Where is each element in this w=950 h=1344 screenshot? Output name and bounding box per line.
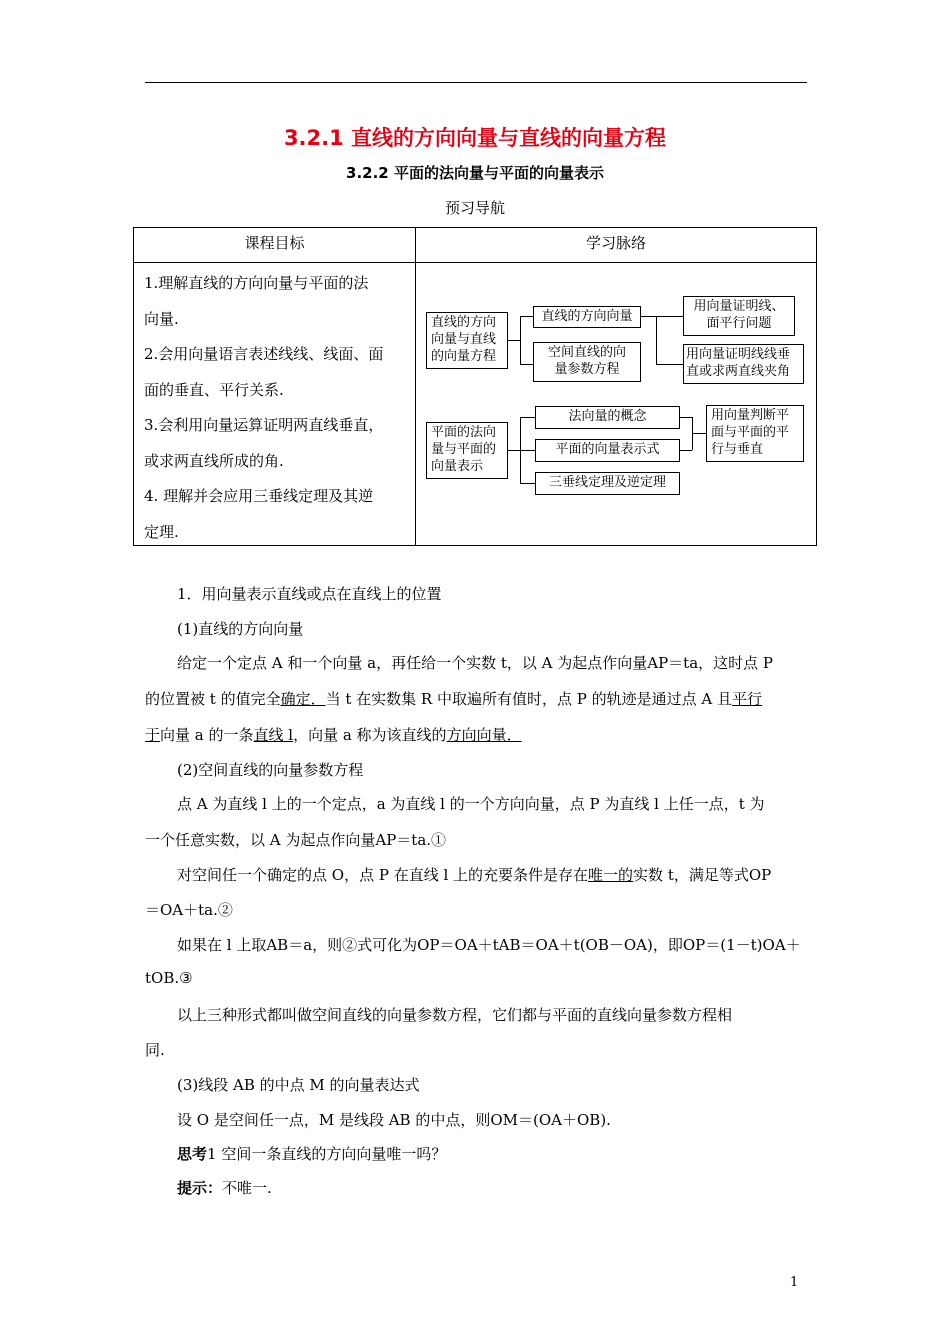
page-title: 3.2.1 直线的方向向量与直线的向量方程 — [283, 126, 667, 150]
header-course-goals: 课程目标 — [244, 234, 305, 252]
heading-1: 1．用向量表示直线或点在直线上的位置 — [177, 585, 442, 603]
paragraph-line: 以上三种形式都叫做空间直线的向量参数方程，它们都与平面的直线向量参数方程相 — [177, 1006, 733, 1024]
think-question: 思考1 空间一条直线的方向向量唯一吗？ — [177, 1145, 447, 1163]
table-column-divider — [415, 228, 416, 545]
goal-line: 或求两直线所成的角. — [144, 451, 284, 470]
diagram-node-three-perpendiculars: 三垂线定理及逆定理 — [535, 472, 680, 495]
paragraph-line: tOB.③ — [145, 969, 193, 987]
heading-1-3: (3)线段 AB 的中点 M 的向量表达式 — [177, 1076, 420, 1094]
paragraph-line: 的位置被 t 的值完全确定．当 t 在实数集 R 中取遍所有值时，点 P 的轨迹是通过点 A 且平行 — [145, 690, 763, 708]
diagram-node-prove-perpendicular: 用向量证明线线垂 直或求两直线夹角 — [683, 344, 804, 384]
paragraph-line: 给定一个定点 A 和一个向量 a，再任给一个实数 t，以 A 为起点作向量AP＝ta，这时点 P — [177, 654, 774, 672]
page-number: 1 — [790, 1275, 799, 1290]
course-goals-list — [144, 266, 410, 550]
section-heading: 预习导航 — [444, 199, 505, 217]
diagram-root-plane-vector: 平面的法向 量与平面的 向量表示 — [426, 422, 508, 479]
page-subtitle: 3.2.2 平面的法向量与平面的向量表示 — [346, 164, 604, 182]
hint-answer: 提示：不唯一. — [177, 1179, 272, 1197]
goal-line: 4. 理解并会应用三垂线定理及其逆 — [144, 487, 374, 505]
heading-1-2: (2)空间直线的向量参数方程 — [177, 761, 364, 779]
goal-line: 2.会用向量语言表述线线、线面、面 — [144, 345, 384, 363]
goal-line: 面的垂直、平行关系. — [144, 380, 284, 399]
paragraph-line: ＝OA＋ta.② — [145, 901, 233, 919]
paragraph-line: 对空间任一个确定的点 O，点 P 在直线 l 上的充要条件是存在唯一的实数 t，满足等式OP — [177, 866, 772, 884]
paragraph-line: 设 O 是空间任一点，M 是线段 AB 的中点，则OM＝(OA＋OB). — [177, 1111, 611, 1129]
paragraph-line: 同. — [145, 1041, 165, 1059]
header-rule — [145, 82, 807, 83]
heading-1-1: (1)直线的方向向量 — [177, 620, 304, 638]
header-learning-context: 学习脉络 — [585, 234, 646, 252]
goal-line: 定理. — [144, 522, 179, 541]
table-row-divider — [134, 262, 816, 263]
diagram-node-prove-parallel: 用向量证明线、 面平行问题 — [683, 296, 795, 336]
diagram-root-line-vector: 直线的方向 向量与直线 的向量方程 — [426, 312, 508, 369]
diagram-node-direction-vector: 直线的方向向量 — [533, 306, 641, 328]
paragraph-line: 于向量 a 的一条直线 l，向量 a 称为该直线的方向向量． — [145, 726, 522, 744]
diagram-node-parametric-equation: 空间直线的向 量参数方程 — [533, 342, 641, 382]
goal-line: 1.理解直线的方向向量与平面的法 — [144, 274, 369, 292]
preview-table — [133, 227, 817, 546]
paragraph-line: 点 A 为直线 l 上的一个定点，a 为直线 l 的一个方向向量，点 P 为直线 l 上任一点，t 为 — [177, 795, 765, 813]
paragraph-line: 一个任意实数，以 A 为起点作向量AP＝ta.① — [145, 831, 447, 849]
paragraph-line: 如果在 l 上取AB＝a，则②式可化为OP＝OA＋tAB＝OA＋t(OB－OA)，即OP＝(1－t)OA＋ — [177, 936, 801, 954]
diagram-node-normal-vector: 法向量的概念 — [535, 406, 680, 429]
diagram-node-judge-planes: 用向量判断平 面与平面的平 行与垂直 — [706, 405, 804, 462]
diagram-node-plane-representation: 平面的向量表示式 — [535, 439, 680, 462]
goal-line: 向量. — [144, 309, 179, 328]
goal-line: 3.会利用向量运算证明两直线垂直， — [144, 416, 384, 434]
